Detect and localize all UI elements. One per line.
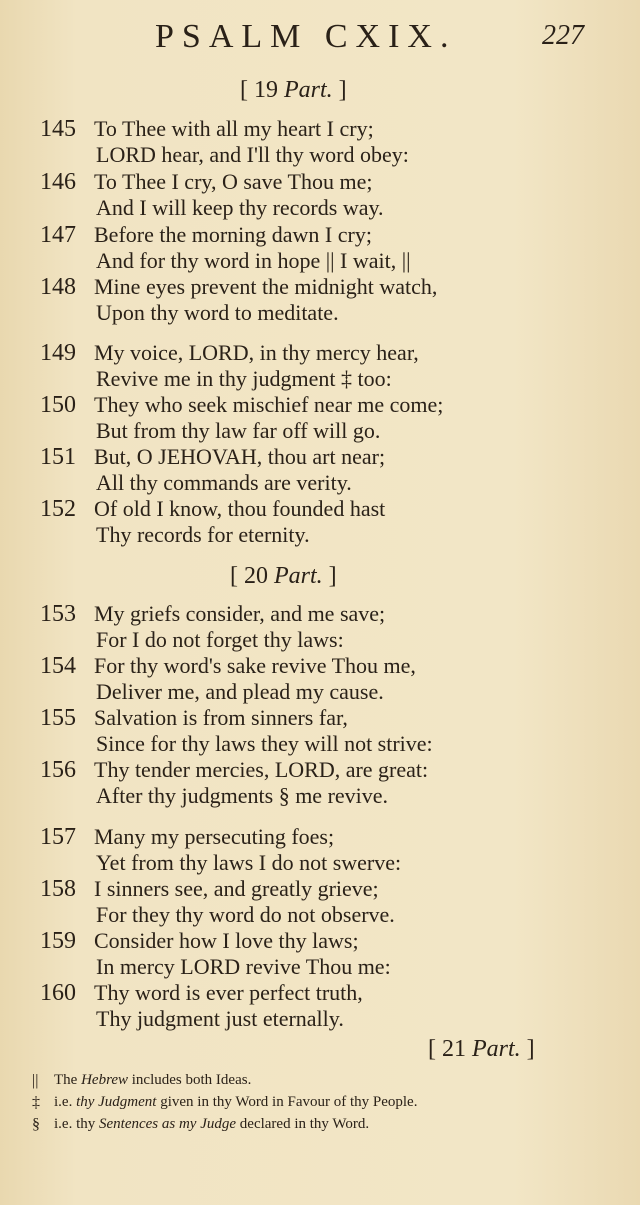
verse-line-2: Thy judgment just eternally.	[96, 1006, 344, 1031]
verse-160	[40, 980, 600, 1034]
section-heading-part-21	[428, 1036, 535, 1063]
verse-152	[40, 496, 600, 550]
verse-line-2: But from thy law far off will go.	[96, 418, 381, 443]
verse-line-1: To Thee with all my heart I cry;	[94, 116, 374, 141]
verse-line-1: To Thee I cry, O save Thou me;	[94, 169, 373, 194]
verse-number: 148	[40, 274, 76, 300]
part-number: 19	[254, 77, 278, 103]
verse-line-1: Thy word is ever perfect truth,	[94, 980, 363, 1005]
verse-line-2: For they thy word do not observe.	[96, 902, 395, 927]
verse-line-2: Upon thy word to meditate.	[96, 300, 339, 325]
footnote-mark: ||	[32, 1072, 39, 1089]
verse-line-1: Many my persecuting foes;	[94, 824, 335, 849]
verse-number: 158	[40, 876, 76, 902]
verse-number: 151	[40, 444, 76, 470]
verse-line-1: My voice, LORD, in thy mercy hear,	[94, 340, 419, 365]
verse-line-1: Consider how I love thy laws;	[94, 928, 359, 953]
verse-158	[40, 876, 600, 930]
footnote-text-plain: i.e.	[54, 1094, 77, 1110]
verse-157	[40, 824, 600, 878]
verse-number: 160	[40, 980, 76, 1006]
footnote-text-italic: Sentences as my Judge	[99, 1116, 237, 1132]
verse-line-2: And for thy word in hope || I wait, ||	[96, 248, 411, 273]
verse-line-1: Mine eyes prevent the midnight watch,	[94, 274, 438, 299]
part-word: Part.	[274, 563, 323, 589]
verse-number: 153	[40, 601, 76, 627]
footnote-text-plain: The	[54, 1072, 82, 1088]
part-word: Part.	[472, 1036, 521, 1062]
running-title: PSALM CXIX.	[155, 18, 457, 55]
verse-150	[40, 392, 600, 446]
verse-line-1: I sinners see, and greatly grieve;	[94, 876, 379, 901]
verse-number: 147	[40, 222, 76, 248]
verse-number: 157	[40, 824, 76, 850]
verse-number: 154	[40, 653, 76, 679]
verse-line-1: Of old I know, thou founded hast	[94, 496, 386, 521]
verse-156	[40, 757, 600, 811]
section-heading-part-19	[240, 77, 347, 104]
verse-number: 149	[40, 340, 76, 366]
verse-line-1: But, O JEHOVAH, thou art near;	[94, 444, 386, 469]
verse-number: 156	[40, 757, 76, 783]
verse-number: 155	[40, 705, 76, 731]
verse-line-2: LORD hear, and I'll thy word obey:	[96, 142, 409, 167]
verse-146	[40, 169, 600, 223]
verse-line-1: They who seek mischief near me come;	[94, 392, 444, 417]
footnote-text-italic: thy Judgment	[76, 1094, 157, 1110]
verse-line-2: In mercy LORD revive Thou me:	[96, 954, 391, 979]
footnote	[32, 1072, 622, 1094]
verse-line-2: After thy judgments § me revive.	[96, 783, 389, 808]
verse-151	[40, 444, 600, 498]
footnote	[32, 1094, 622, 1116]
open-bracket: [	[428, 1036, 436, 1062]
footnotes	[32, 1072, 622, 1138]
footnote-text	[54, 1116, 369, 1133]
verse-line-2: All thy commands are verity.	[96, 470, 352, 495]
open-bracket: [	[230, 563, 238, 589]
section-heading-part-20	[230, 563, 337, 590]
footnote-text-plain: declared in thy Word.	[236, 1116, 370, 1132]
close-bracket: ]	[328, 563, 337, 589]
part-number: 21	[442, 1036, 466, 1062]
verse-line-1: My griefs consider, and me save;	[94, 601, 386, 626]
verse-147	[40, 222, 600, 276]
footnote-text	[54, 1094, 417, 1111]
verse-number: 159	[40, 928, 76, 954]
verse-number: 150	[40, 392, 76, 418]
page-number: 227	[542, 20, 584, 51]
verse-155	[40, 705, 600, 759]
page-header	[0, 18, 640, 58]
footnote-mark: §	[32, 1116, 40, 1133]
verse-line-2: Yet from thy laws I do not swerve:	[96, 850, 402, 875]
verse-line-1: Before the morning dawn I cry;	[94, 222, 372, 247]
verse-148	[40, 274, 600, 328]
verse-line-2: Revive me in thy judgment ‡ too:	[96, 366, 392, 391]
verse-line-2: Since for thy laws they will not strive:	[96, 731, 433, 756]
footnote-mark: ‡	[32, 1094, 40, 1111]
verse-number: 146	[40, 169, 76, 195]
verse-line-2: Thy records for eternity.	[96, 522, 310, 547]
part-word: Part.	[284, 77, 333, 103]
verse-line-1: Thy tender mercies, LORD, are great:	[94, 757, 429, 782]
footnote-text	[54, 1072, 251, 1089]
close-bracket: ]	[526, 1036, 535, 1062]
verse-line-1: Salvation is from sinners far,	[94, 705, 348, 730]
footnote-text-plain: given in thy Word in Favour of thy People.	[156, 1094, 418, 1110]
verse-number: 152	[40, 496, 76, 522]
footnote	[32, 1116, 622, 1138]
verse-line-1: For thy word's sake revive Thou me,	[94, 653, 416, 678]
footnote-text-italic: Hebrew	[81, 1072, 129, 1088]
open-bracket: [	[240, 77, 248, 103]
verse-153	[40, 601, 600, 655]
verse-number: 145	[40, 116, 76, 142]
verse-line-2: For I do not forget thy laws:	[96, 627, 344, 652]
footnote-text-plain: includes both Ideas.	[128, 1072, 252, 1088]
footnote-text-plain: i.e. thy	[54, 1116, 99, 1132]
verse-line-2: And I will keep thy records way.	[96, 195, 384, 220]
verse-line-2: Deliver me, and plead my cause.	[96, 679, 384, 704]
part-number: 20	[244, 563, 268, 589]
verse-154	[40, 653, 600, 707]
close-bracket: ]	[338, 77, 347, 103]
verse-149	[40, 340, 600, 394]
verse-145	[40, 116, 600, 170]
verse-159	[40, 928, 600, 982]
